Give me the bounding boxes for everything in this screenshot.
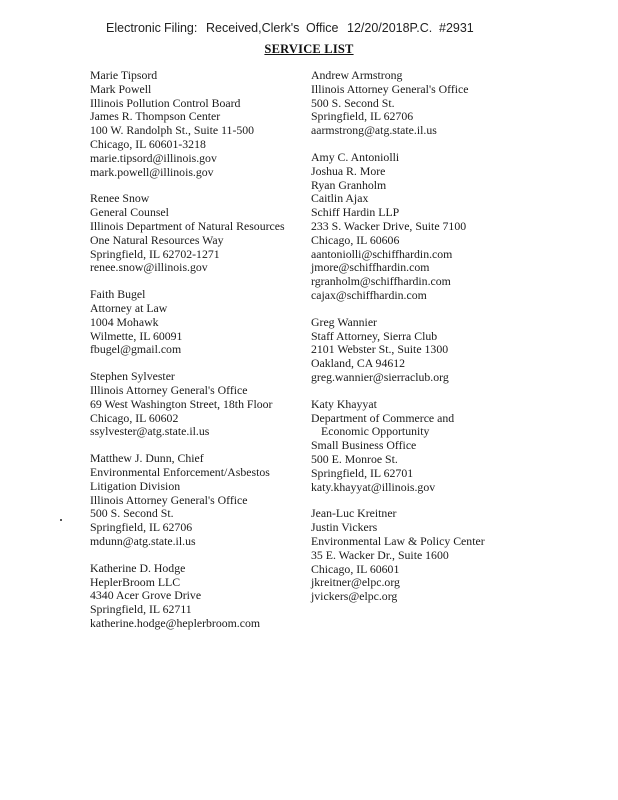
entry-line: Illinois Department of Natural Resources (90, 218, 285, 233)
service-list-entry (90, 370, 305, 439)
header-electronic: Electronic (106, 21, 161, 35)
entry-email: cajax@schiffhardin.com (311, 287, 427, 302)
entry-name: Faith Bugel (90, 287, 146, 302)
entry-line: Chicago, IL 60602 (90, 410, 179, 425)
service-list-entry (90, 192, 305, 275)
entry-line: 500 S. Second St. (90, 506, 174, 521)
entry-line: Springfield, IL 62702-1271 (90, 246, 220, 261)
entry-name: Renee Snow (90, 191, 150, 206)
entry-line: Environmental Law & Policy Center (311, 533, 485, 548)
entry-line: Environmental Enforcement/Asbestos (90, 464, 270, 479)
service-list-entry (90, 69, 305, 179)
entry-line: 500 E. Monroe St. (311, 451, 398, 466)
entry-line: 35 E. Wacker Dr., Suite 1600 (311, 547, 449, 562)
entry-name: Jean-Luc Kreitner (311, 506, 397, 521)
entry-line: Illinois Attorney General's Office (90, 492, 248, 507)
entry-line: Springfield, IL 62711 (90, 602, 192, 617)
service-list-entry (90, 288, 305, 357)
entry-email: ssylvester@atg.state.il.us (90, 424, 210, 439)
entry-email: fbugel@gmail.com (90, 342, 182, 357)
scan-speck (60, 519, 62, 521)
entry-line: Springfield, IL 62706 (90, 520, 193, 535)
entry-line: Chicago, IL 60601-3218 (90, 136, 206, 151)
entry-line: Illinois Pollution Control Board (90, 95, 241, 110)
entry-line: Oakland, CA 94612 (311, 356, 406, 371)
entry-line: Economic Opportunity (321, 424, 430, 439)
entry-line: Illinois Attorney General's Office (311, 81, 469, 96)
service-list-left-column (90, 69, 305, 631)
filing-header (106, 21, 566, 37)
entry-line: 69 West Washington Street, 18th Floor (90, 396, 273, 411)
header-date-pc: 12/20/2018P.C. (347, 21, 433, 35)
service-list-entry (311, 316, 551, 385)
entry-line: Small Business Office (311, 438, 417, 453)
entry-line: Joshua R. More (311, 163, 386, 178)
entry-line: Springfield, IL 62706 (311, 109, 414, 124)
entry-line: Department of Commerce and (311, 410, 455, 425)
entry-name: Andrew Armstrong (311, 68, 403, 82)
entry-line: Chicago, IL 60606 (311, 232, 400, 247)
entry-line: 4340 Acer Grove Drive (90, 588, 202, 603)
entry-line: HeplerBroom LLC (90, 574, 181, 589)
service-list-right-column (311, 69, 551, 604)
header-received-clerks: Received,Clerk's (206, 21, 300, 35)
entry-name: Katherine D. Hodge (90, 560, 186, 575)
entry-line: Caitlin Ajax (311, 191, 369, 206)
page-title: SERVICE LIST (264, 42, 354, 56)
entry-email: greg.wannier@sierraclub.org (311, 369, 449, 384)
entry-name: Katy Khayyat (311, 396, 377, 411)
service-list-entry (311, 151, 551, 303)
header-filing: Filing: (164, 21, 198, 35)
entry-email: katy.khayyat@illinois.gov (311, 479, 436, 494)
entry-line: James R. Thompson Center (90, 109, 221, 124)
service-list-entry (311, 507, 551, 604)
entry-name: Stephen Sylvester (90, 369, 175, 384)
entry-email: jvickers@elpc.org (311, 589, 398, 604)
entry-email: katherine.hodge@heplerbroom.com (90, 615, 261, 630)
entry-line: 2101 Webster St., Suite 1300 (311, 342, 449, 357)
entry-line: Staff Attorney, Sierra Club (311, 328, 438, 343)
entry-line: Chicago, IL 60601 (311, 561, 400, 576)
entry-name: Amy C. Antoniolli (311, 149, 400, 164)
entry-line: Attorney at Law (90, 300, 168, 315)
entry-name: Matthew J. Dunn, Chief (90, 451, 204, 466)
entry-email: jkreitner@elpc.org (311, 575, 400, 590)
entry-line: Springfield, IL 62701 (311, 465, 414, 480)
entry-line: Wilmette, IL 60091 (90, 328, 183, 343)
header-document-number: #2931 (439, 21, 474, 35)
entry-email: mark.powell@illinois.gov (90, 164, 214, 179)
entry-line: Schiff Hardin LLP (311, 205, 400, 220)
service-list-entry (90, 452, 305, 549)
entry-line: Justin Vickers (311, 520, 378, 535)
entry-line: 500 S. Second St. (311, 95, 395, 110)
entry-email: marie.tipsord@illinois.gov (90, 150, 217, 165)
service-list-entry (311, 69, 551, 138)
entry-line: One Natural Resources Way (90, 232, 224, 247)
service-list-entry (90, 562, 305, 631)
service-list-entry (311, 398, 551, 495)
entry-name: Greg Wannier (311, 314, 377, 329)
entry-email: renee.snow@illinois.gov (90, 260, 208, 275)
entry-line: Illinois Attorney General's Office (90, 382, 248, 397)
entry-line: Mark Powell (90, 81, 152, 96)
entry-name: Marie Tipsord (90, 68, 158, 82)
entry-line: 233 S. Wacker Drive, Suite 7100 (311, 218, 467, 233)
entry-email: aantoniolli@schiffhardin.com (311, 246, 453, 261)
entry-line: Ryan Granholm (311, 177, 387, 192)
header-office: Office (306, 21, 339, 35)
entry-email: mdunn@atg.state.il.us (90, 533, 196, 548)
entry-line: General Counsel (90, 205, 169, 220)
entry-line: 100 W. Randolph St., Suite 11-500 (90, 123, 255, 138)
entry-line: Litigation Division (90, 478, 181, 493)
entry-email: jmore@schiffhardin.com (311, 260, 430, 275)
entry-email: rgranholm@schiffhardin.com (311, 274, 451, 289)
entry-line: 1004 Mohawk (90, 314, 159, 329)
entry-email: aarmstrong@atg.state.il.us (311, 123, 437, 138)
